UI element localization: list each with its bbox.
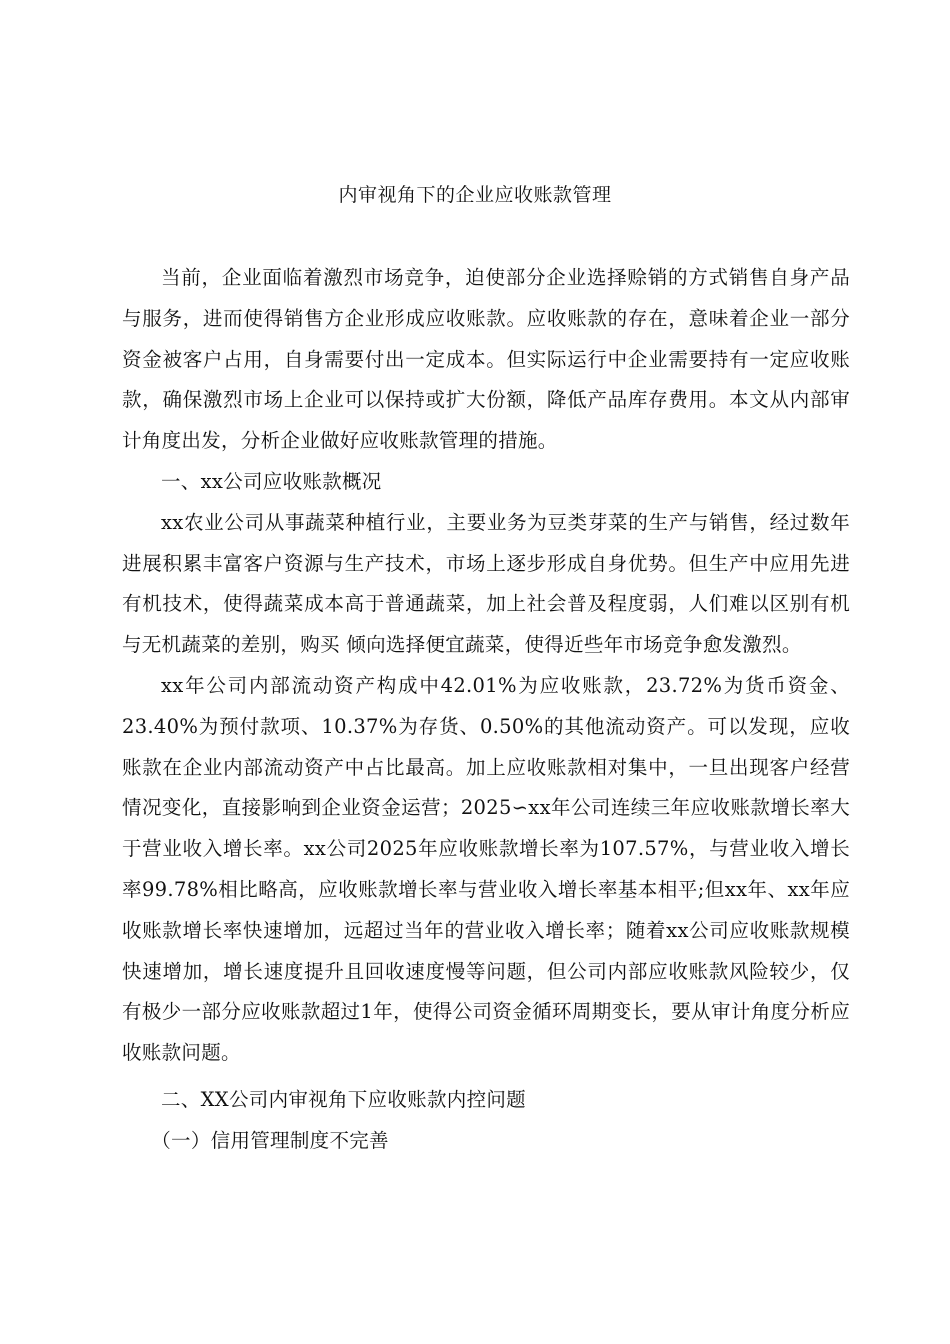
section-1-heading: 一、xx公司应收账款概况 (161, 469, 382, 493)
document-title: 内审视角下的企业应收账款管理 (338, 184, 612, 206)
section-1-paragraph-2: xx年公司内部流动资产构成中42.01%为应收账款，23.72%为货币资金、23.40%为预付款项、10.37%为存货、0.50%的其他流动资产。可以发现，应收账款在企业内部流动资产中占比最高。加上应收账款相对集中，一旦出现客户经营情况变化，直接影响到企业资金运营；2025∽xx年公司连续三年应收账款增长率大于营业收入增长率。xx公司2025年应收账款增长率为107.57%，与营业收入增长率99.78%相比略高，应收账款增长率与营业收入增长率基本相平;但xx年、xx年应收账款增长率快速增加，远超过当年的营业收入增长率；随着xx公司应收账款规模快速增加，增长速度提升且回收速度慢等问题，但公司内部应收账款风险较少，仅有极少一部分应收账款超过1年，使得公司资金循环周期变长，要从审计角度分析应收账款问题。 (122, 673, 850, 1065)
section-2-subheading-1: （一）信用管理制度不完善 (151, 1128, 389, 1152)
document-body (122, 258, 850, 1162)
section-2-heading: 二、XX公司内审视角下应收账款内控问题 (161, 1087, 526, 1111)
section-1-paragraph-1: xx农业公司从事蔬菜种植行业，主要业务为豆类芽菜的生产与销售，经过数年进展积累丰富客户资源与生产技术，市场上逐步形成自身优势。但生产中应用先进有机技术，使得蔬菜成本高于普通蔬菜，加上社会普及程度弱，人们难以区别有机与无机蔬菜的差别，购买 倾向选择便宜蔬菜，使得近些年市场竞争愈发激烈。 (122, 510, 850, 657)
intro-paragraph: 当前，企业面临着激烈市场竞争，迫使部分企业选择赊销的方式销售自身产品与服务，进而使得销售方企业形成应收账款。应收账款的存在，意味着企业一部分资金被客户占用，自身需要付出一定成本。但实际运行中企业需要持有一定应收账款，确保激烈市场上企业可以保持或扩大份额，降低产品库存费用。本文从内部审计角度出发，分析企业做好应收账款管理的措施。 (122, 266, 850, 453)
